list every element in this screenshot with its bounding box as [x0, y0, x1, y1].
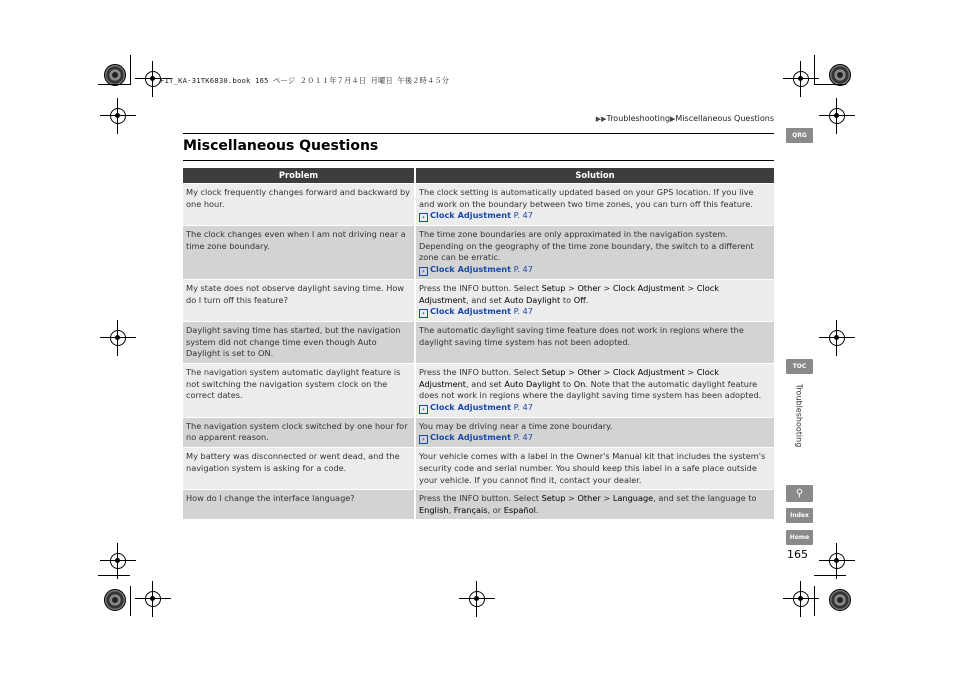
search-tab[interactable] [786, 485, 813, 502]
solution-cell: You may be driving near a time zone boundary. › Clock Adjustment P. 47 [415, 417, 774, 448]
clock-adjustment-link[interactable]: › Clock Adjustment P. 47 [419, 306, 533, 316]
problem-cell: Daylight saving time has started, but the navigation system did not change time even though Auto Daylight is set to ON. [183, 322, 415, 364]
crop-line [130, 55, 131, 85]
crop-line [98, 575, 130, 576]
breadcrumb-current: Miscellaneous Questions [675, 114, 774, 123]
breadcrumb: ▶▶Troubleshooting▶Miscellaneous Questions [595, 114, 774, 123]
table-row [183, 279, 774, 321]
problem-cell: How do I change the interface language? [183, 490, 415, 520]
crop-line [814, 586, 815, 616]
problem-cell: My state does not observe daylight saving time. How do I turn off this feature? [183, 279, 415, 321]
table-row [183, 490, 774, 520]
problem-cell: My clock frequently changes forward and backward by one hour. [183, 184, 415, 226]
solution-cell: The clock setting is automatically updated based on your GPS location. If you live and work on the boundary between two time zones, you can turn off this feature. › Clock Adjustment P. 47 [415, 184, 774, 226]
crop-mark-target [465, 587, 489, 611]
crop-mark-target [789, 67, 813, 91]
qa-table [183, 168, 774, 519]
table-row [183, 322, 774, 364]
problem-cell: The navigation system automatic daylight feature is not switching the navigation system clock on the correct dates. [183, 363, 415, 417]
problem-cell: The navigation system clock switched by one hour for no apparent reason. [183, 417, 415, 448]
solution-cell: The automatic daylight saving time feature does not work in regions where the daylight saving time system has not been adopted. [415, 322, 774, 364]
crop-line [98, 84, 130, 85]
page-number: 165 [787, 548, 808, 561]
clock-adjustment-link[interactable]: › Clock Adjustment P. 47 [419, 264, 533, 274]
registration-disk [104, 589, 126, 611]
page-link-icon: › [419, 213, 428, 222]
crop-line [814, 84, 846, 85]
crop-mark-target [825, 326, 849, 350]
crop-mark-target [141, 587, 165, 611]
crop-line [814, 55, 815, 85]
crop-line [814, 575, 846, 576]
crop-mark-target [106, 104, 130, 128]
solution-cell: Your vehicle comes with a label in the Owner's Manual kit that includes the system's security code and serial number. You should keep this label in a safe place outside your vehicle. If you cannot find it, contact your dealer. [415, 448, 774, 490]
table-row [183, 448, 774, 490]
clock-adjustment-link[interactable]: › Clock Adjustment P. 47 [419, 210, 533, 220]
qrg-tab[interactable]: QRG [786, 128, 813, 143]
crop-mark-target [106, 549, 130, 573]
crop-mark-target [106, 326, 130, 350]
crop-mark-target [789, 587, 813, 611]
crop-line [130, 586, 131, 616]
column-header-problem: Problem [183, 168, 415, 184]
table-row [183, 417, 774, 448]
table-row [183, 363, 774, 417]
solution-cell: Press the INFO button. Select Setup > Other > Language, and set the language to English, Français, or Español. [415, 490, 774, 520]
magnifier-icon: ⚲ [795, 488, 804, 499]
column-header-solution: Solution [415, 168, 774, 184]
toc-tab[interactable]: TOC [786, 359, 813, 374]
solution-cell: Press the INFO button. Select Setup > Other > Clock Adjustment > Clock Adjustment, and set Auto Daylight to On. Note that the automatic daylight feature does not work in regions where the daylight saving time system has been adopted. › Clock Adjustment P. 47 [415, 363, 774, 417]
page-title: Miscellaneous Questions [183, 138, 379, 154]
crop-mark-target [825, 549, 849, 573]
solution-cell: Press the INFO button. Select Setup > Other > Clock Adjustment > Clock Adjustment, and set Auto Daylight to Off. › Clock Adjustment P. 47 [415, 279, 774, 321]
page-link-icon: › [419, 267, 428, 276]
page-link-icon: › [419, 405, 428, 414]
clock-adjustment-link[interactable]: › Clock Adjustment P. 47 [419, 402, 533, 412]
registration-disk [829, 589, 851, 611]
table-row [183, 184, 774, 226]
print-header: F1T_KA-31TK6830.book 165 ページ ２０１１年７月４日 月曜日 午後２時４５分 [160, 76, 450, 85]
solution-cell: The time zone boundaries are only approximated in the navigation system. Depending on the geography of the time zone boundary, the switch to a different zone can be erratic. › Clock Adjustment P. 47 [415, 226, 774, 280]
table-row [183, 226, 774, 280]
page-link-icon: › [419, 309, 428, 318]
registration-disk [104, 64, 126, 86]
home-tab[interactable]: Home [786, 530, 813, 545]
crop-mark-target [825, 104, 849, 128]
problem-cell: The clock changes even when I am not driving near a time zone boundary. [183, 226, 415, 280]
clock-adjustment-link[interactable]: › Clock Adjustment P. 47 [419, 432, 533, 442]
breadcrumb-link-troubleshooting[interactable]: Troubleshooting [606, 114, 671, 123]
title-rule-top [183, 133, 774, 134]
title-rule-bottom [183, 160, 774, 161]
section-side-label: Troubleshooting [794, 383, 804, 448]
index-tab[interactable]: Index [786, 508, 813, 523]
problem-cell: My battery was disconnected or went dead, and the navigation system is asking for a code. [183, 448, 415, 490]
registration-disk [829, 64, 851, 86]
page-link-icon: › [419, 435, 428, 444]
